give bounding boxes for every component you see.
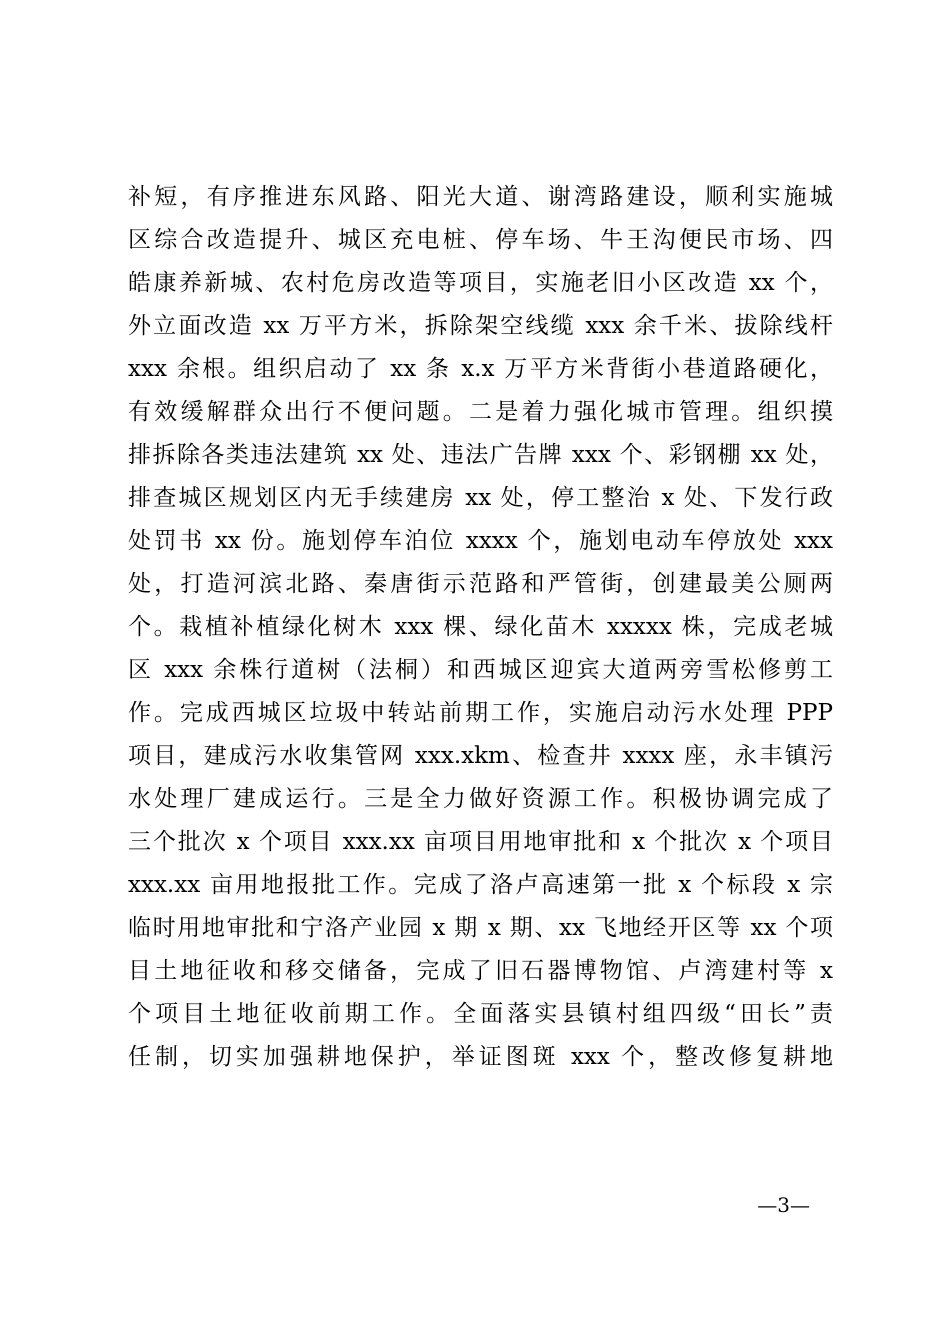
- text-line: 项目，建成污水收集管网 xxx.xkm、检查井 xxxx 座，永丰镇污: [128, 743, 833, 769]
- text-line: 临时用地审批和宁洛产业园 x 期 x 期、xx 飞地经开区等 xx 个项: [128, 915, 833, 941]
- text-line: xxx.xx 亩用地报批工作。完成了洛卢高速第一批 x 个标段 x 宗: [128, 872, 833, 898]
- body-text: [128, 176, 833, 1079]
- text-line: 三个批次 x 个项目 xxx.xx 亩项目用地审批和 x 个批次 x 个项目: [128, 829, 833, 855]
- text-line: 外立面改造 xx 万平方米，拆除架空线缆 xxx 余千米、拔除线杆: [128, 313, 833, 339]
- page-number: —3—: [757, 1193, 810, 1217]
- text-line: 补短，有序推进东风路、阳光大道、谢湾路建设，顺利实施城: [128, 184, 833, 210]
- text-line: 任制，切实加强耕地保护，举证图斑 xxx 个，整改修复耕地: [128, 1044, 833, 1070]
- text-line: 个。栽植补植绿化树木 xxx 棵、绿化苗木 xxxxx 株，完成老城: [128, 614, 833, 640]
- text-line: 区 xxx 余株行道树（法桐）和西城区迎宾大道两旁雪松修剪工: [128, 657, 833, 683]
- text-line: 水处理厂建成运行。三是全力做好资源工作。积极协调完成了: [128, 786, 833, 812]
- text-line: 有效缓解群众出行不便问题。二是着力强化城市管理。组织摸: [128, 399, 833, 425]
- text-line: 作。完成西城区垃圾中转站前期工作，实施启动污水处理 PPP: [128, 700, 833, 726]
- text-line: 排查城区规划区内无手续建房 xx 处，停工整治 x 处、下发行政: [128, 485, 833, 511]
- text-line: 处罚书 xx 份。施划停车泊位 xxxx 个，施划电动车停放处 xxx: [128, 528, 833, 554]
- text-line: 个项目土地征收前期工作。全面落实县镇村组四级“田长”责: [128, 1001, 833, 1027]
- text-line: 处，打造河滨北路、秦唐街示范路和严管街，创建最美公厕两: [128, 571, 833, 597]
- text-line: 皓康养新城、农村危房改造等项目，实施老旧小区改造 xx 个，: [128, 270, 833, 296]
- text-line: xxx 余根。组织启动了 xx 条 x.x 万平方米背街小巷道路硬化，: [128, 356, 833, 382]
- text-line: 排拆除各类违法建筑 xx 处、违法广告牌 xxx 个、彩钢棚 xx 处，: [128, 442, 833, 468]
- text-line: 目土地征收和移交储备，完成了旧石器博物馆、卢湾建村等 x: [128, 958, 833, 984]
- text-line: 区综合改造提升、城区充电桩、停车场、牛王沟便民市场、四: [128, 227, 833, 253]
